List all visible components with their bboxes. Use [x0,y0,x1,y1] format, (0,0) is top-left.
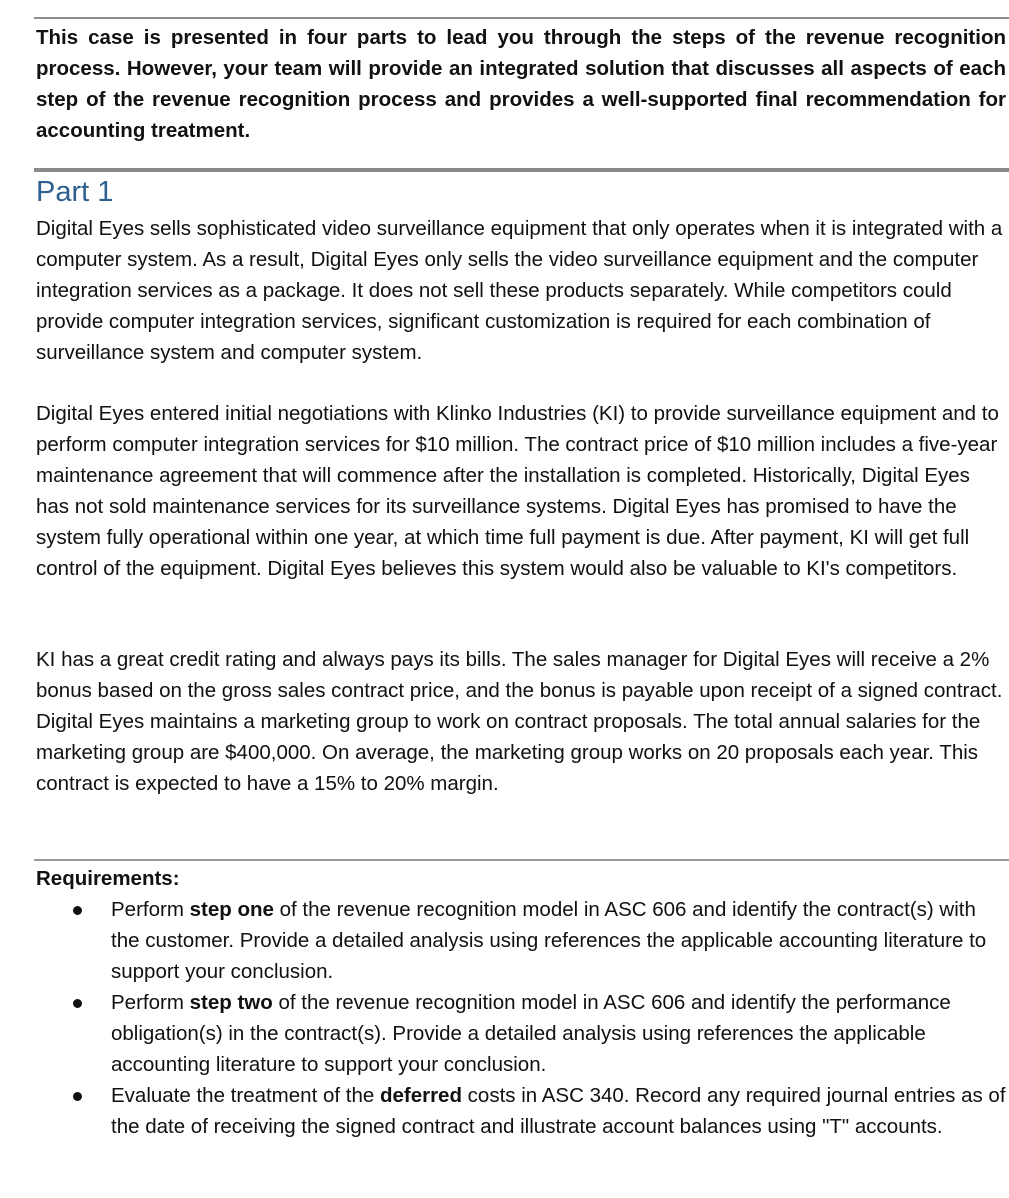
requirement-text-post: of the revenue recognition model in ASC 606 and identify the contract(s) with the customer. Provide a detailed analysis using references the applicable accounting literature to support your conclusion. [111,898,987,983]
bullet-icon [73,906,82,915]
part-heading: Part 1 [36,176,114,208]
requirement-text-bold: step one [189,898,274,921]
requirements-title: Requirements: [36,867,180,890]
body-paragraph: KI has a great credit rating and always pays its bills. The sales manager for Digital Eyes will receive a 2% bonus based on the gross sales contract price, and the bonus is payable upon receipt of a signed contract. Digital Eyes maintains a marketing group to work on contract proposals. The total annual salaries for the marketing group are $400,000. On average, the marketing group works on 20 proposals each year. This contract is expected to have a 15% to 20% margin. [36,648,1003,795]
requirement-text-bold: deferred [379,1084,462,1107]
intro-paragraph: This case is presented in four parts to lead you through the steps of the revenue recognition process. However, your team will provide an integrated solution that discusses all aspects of each step of the revenue recognition process and provides a well-supported final recommendation for accounting treatment. [36,26,1006,142]
requirement-text-post: costs in ASC 340. Record any required journal entries as of the date of receiving the signed contract and illustrate account balances using "T" accounts. [111,1084,1006,1138]
bullet-icon [73,999,82,1008]
part-divider [34,168,1009,172]
body-paragraph: Digital Eyes entered initial negotiations with Klinko Industries (KI) to provide surveillance equipment and to perform computer integration services for $10 million. The contract price of $10 million includes a five-year maintenance agreement that will commence after the installation is completed. Historically, Digital Eyes has not sold maintenance services for its surveillance systems. Digital Eyes has promised to have the system fully operational within one year, at which time full payment is due. After payment, KI will get full control of the equipment. Digital Eyes believes this system would also be valuable to KI's competitors. [36,402,999,580]
requirement-item [36,1080,1008,1142]
requirement-item [36,987,1008,1080]
body-paragraph: Digital Eyes sells sophisticated video surveillance equipment that only operates when it is integrated with a computer system. As a result, Digital Eyes only sells the video surveillance equipment and the computer integration services as a package. It does not sell these products separately. While competitors could provide computer integration services, significant customization is required for each combination of surveillance system and computer system. [36,217,1003,364]
requirement-text-post: of the revenue recognition model in ASC 606 and identify the performance obligation(s) in the contract(s). Provide a detailed analysis using references the applicable accounting literature to support your conclusion. [111,991,951,1076]
requirement-text-pre: Evaluate the treatment of the [111,1084,380,1107]
requirement-text-pre: Perform [111,898,190,921]
top-divider [34,17,1009,19]
bullet-icon [73,1092,82,1101]
requirements-divider [34,859,1009,861]
requirement-text-pre: Perform [111,991,190,1014]
requirements-list [36,894,1008,1142]
requirement-text-bold: step two [189,991,273,1014]
requirement-item [36,894,1008,987]
